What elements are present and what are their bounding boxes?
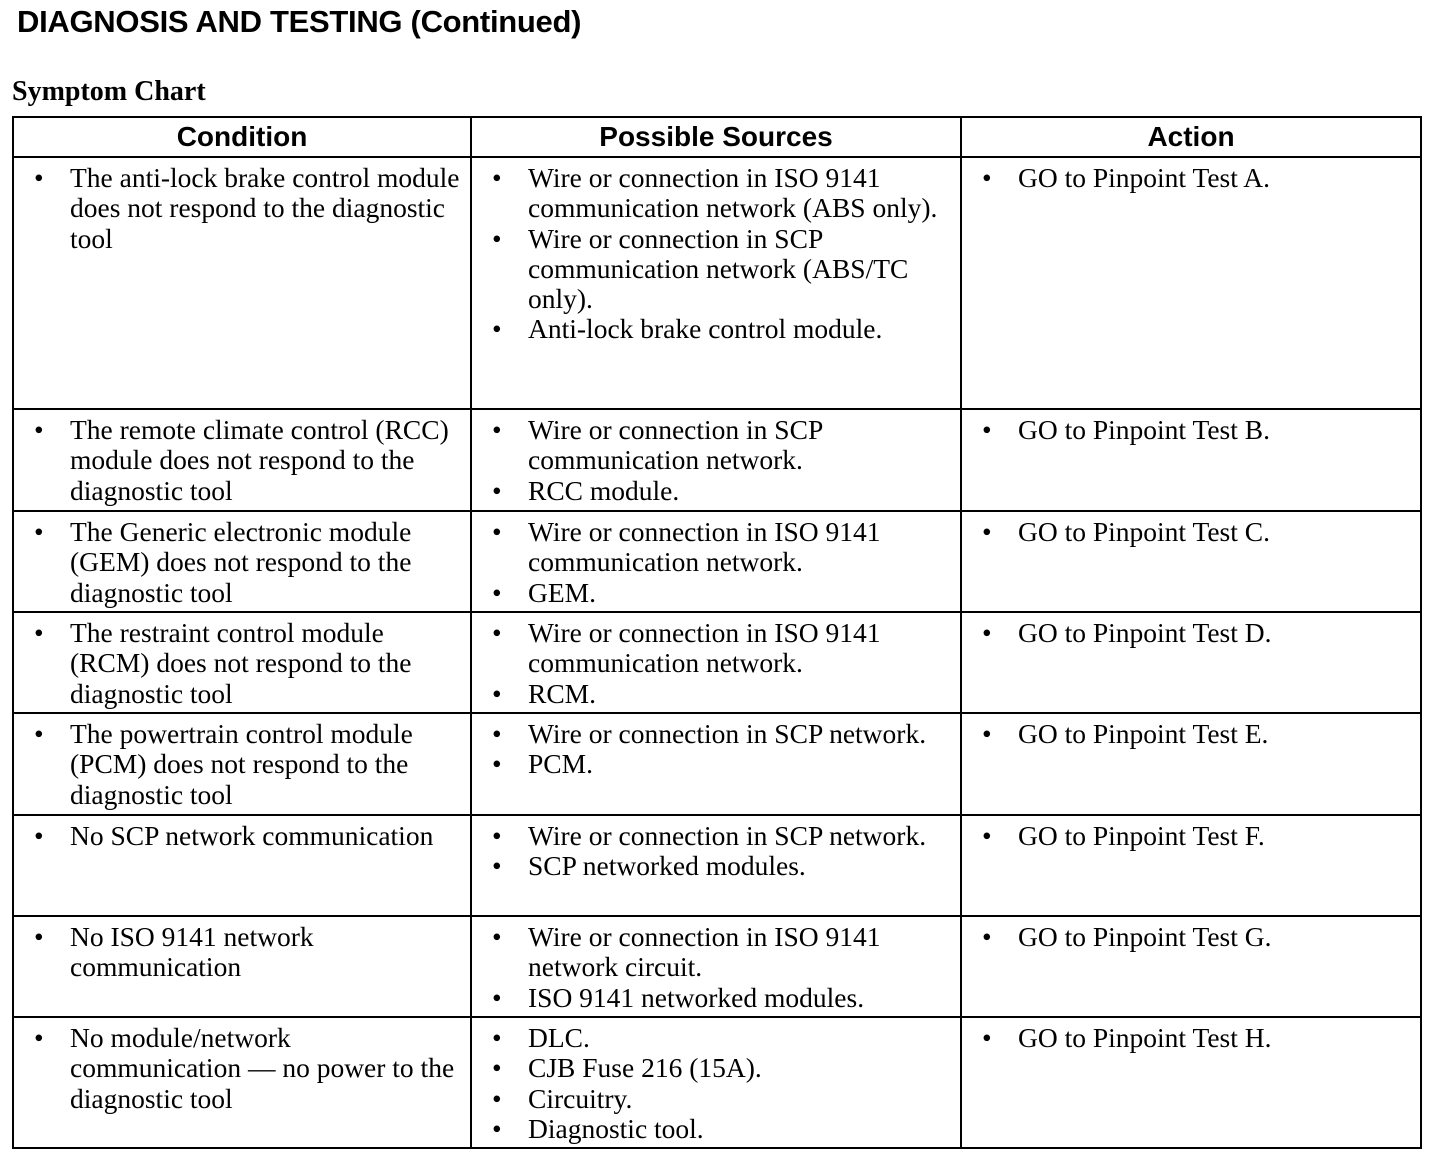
sources-cell (471, 612, 961, 713)
action-item: • GO to Pinpoint Test A. (966, 163, 1416, 193)
table-header-row (13, 117, 1421, 157)
source-item: • ISO 9141 networked modules. (476, 983, 956, 1013)
action-item: • GO to Pinpoint Test H. (966, 1023, 1416, 1053)
action-item: • GO to Pinpoint Test D. (966, 618, 1416, 648)
source-item: • GEM. (476, 578, 956, 608)
source-item: • Wire or connection in ISO 9141 communication network. (476, 618, 956, 679)
source-item: • Wire or connection in SCP communication network (ABS/TC only). (476, 224, 956, 315)
sources-cell (471, 409, 961, 511)
table-row (13, 815, 1421, 916)
condition-cell (13, 409, 471, 511)
action-item: • GO to Pinpoint Test C. (966, 517, 1416, 547)
action-cell (961, 1017, 1421, 1148)
condition-cell (13, 916, 471, 1017)
action-cell (961, 815, 1421, 916)
source-item: • Anti-lock brake control module. (476, 314, 956, 344)
condition-cell (13, 815, 471, 916)
header-condition: Condition (13, 117, 471, 157)
action-item: • GO to Pinpoint Test E. (966, 719, 1416, 749)
page-heading: DIAGNOSIS AND TESTING (Continued) (17, 4, 582, 39)
sources-cell (471, 815, 961, 916)
condition-item: • The Generic electronic module (GEM) does not respond to the diagnostic tool (18, 517, 466, 608)
condition-item: • The restraint control module (RCM) does not respond to the diagnostic tool (18, 618, 466, 709)
condition-item: • No module/network communication — no power to the diagnostic tool (18, 1023, 466, 1114)
source-item: • Wire or connection in SCP network. (476, 821, 956, 851)
action-cell (961, 511, 1421, 612)
table-row (13, 713, 1421, 815)
action-cell (961, 157, 1421, 409)
sources-cell (471, 157, 961, 409)
source-item: • CJB Fuse 216 (15A). (476, 1053, 956, 1083)
condition-cell (13, 1017, 471, 1148)
source-item: • Wire or connection in ISO 9141 communication network. (476, 517, 956, 578)
condition-cell (13, 713, 471, 815)
action-item: • GO to Pinpoint Test B. (966, 415, 1416, 445)
condition-cell (13, 612, 471, 713)
sources-cell (471, 713, 961, 815)
source-item: • DLC. (476, 1023, 956, 1053)
table-row (13, 511, 1421, 612)
header-possible-sources: Possible Sources (471, 117, 961, 157)
condition-item: • The powertrain control module (PCM) does not respond to the diagnostic tool (18, 719, 466, 810)
source-item: • Diagnostic tool. (476, 1114, 956, 1144)
section-title: Symptom Chart (12, 76, 206, 107)
action-item: • GO to Pinpoint Test G. (966, 922, 1416, 952)
condition-cell (13, 511, 471, 612)
sources-cell (471, 916, 961, 1017)
source-item: • SCP networked modules. (476, 851, 956, 881)
sources-cell (471, 1017, 961, 1148)
table-row (13, 409, 1421, 511)
source-item: • PCM. (476, 749, 956, 779)
table-row (13, 1017, 1421, 1148)
header-action: Action (961, 117, 1421, 157)
action-cell (961, 916, 1421, 1017)
source-item: • Wire or connection in ISO 9141 communication network (ABS only). (476, 163, 956, 224)
condition-item: • No ISO 9141 network communication (18, 922, 466, 983)
source-item: • Circuitry. (476, 1084, 956, 1114)
action-item: • GO to Pinpoint Test F. (966, 821, 1416, 851)
symptom-table (12, 116, 1422, 1149)
source-item: • Wire or connection in SCP network. (476, 719, 956, 749)
source-item: • Wire or connection in ISO 9141 network circuit. (476, 922, 956, 983)
sources-cell (471, 511, 961, 612)
source-item: • RCM. (476, 679, 956, 709)
condition-cell (13, 157, 471, 409)
action-cell (961, 713, 1421, 815)
condition-item: • The remote climate control (RCC) module does not respond to the diagnostic tool (18, 415, 466, 506)
action-cell (961, 612, 1421, 713)
condition-item: • The anti-lock brake control module does not respond to the diagnostic tool (18, 163, 466, 254)
condition-item: • No SCP network communication (18, 821, 466, 851)
table-row (13, 916, 1421, 1017)
table-row (13, 157, 1421, 409)
table-row (13, 612, 1421, 713)
source-item: • RCC module. (476, 476, 956, 506)
action-cell (961, 409, 1421, 511)
source-item: • Wire or connection in SCP communication network. (476, 415, 956, 476)
